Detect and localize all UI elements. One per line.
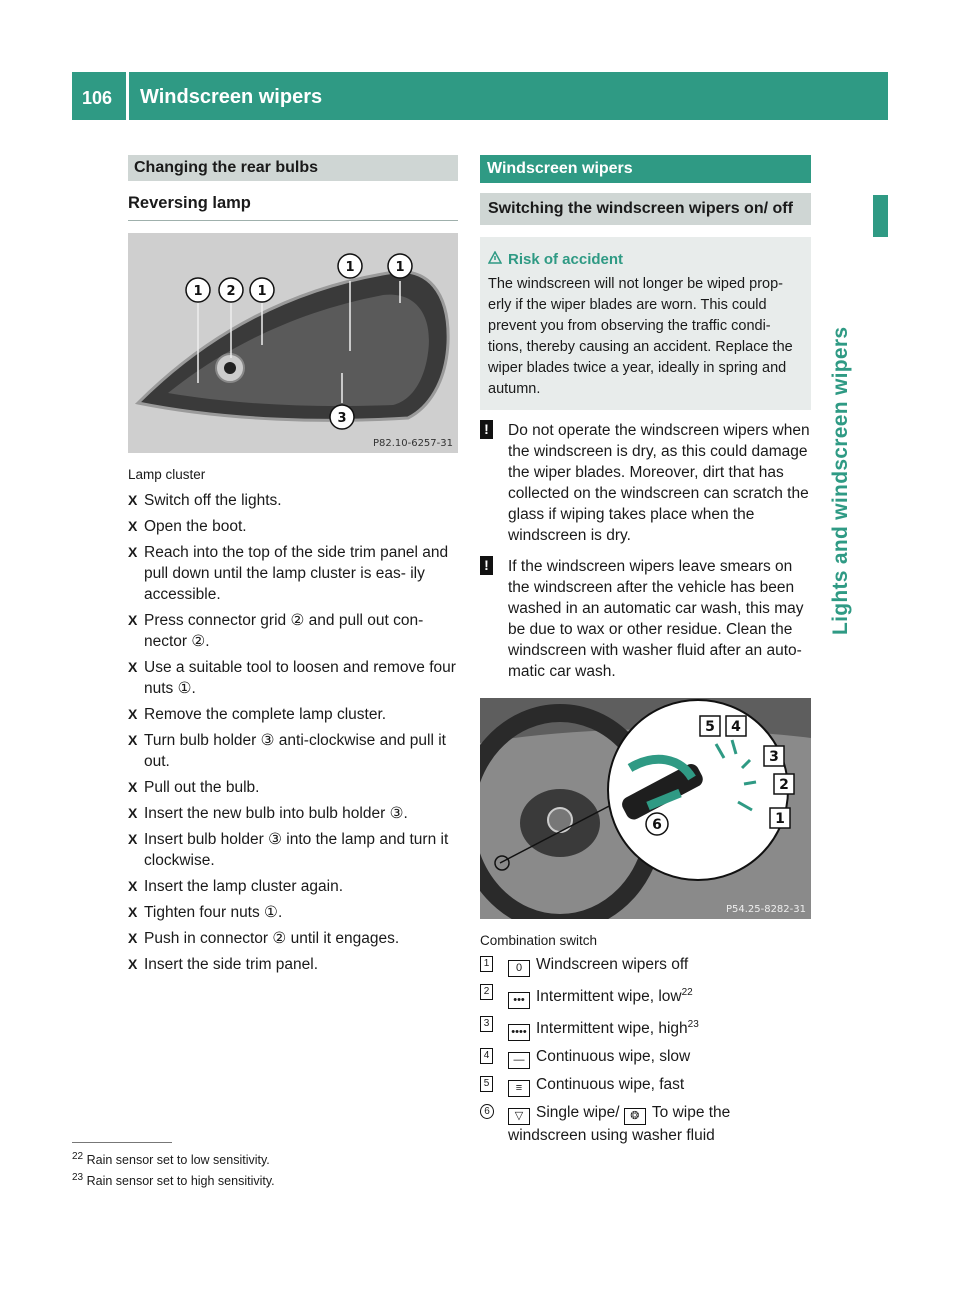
side-tab-marker: [873, 195, 888, 237]
legend-item: 1 0 Windscreen wipers off: [480, 954, 811, 977]
svg-text:1: 1: [775, 811, 785, 827]
svg-text:1: 1: [193, 284, 203, 299]
list-item: X Press connector grid ② and pull out con- nector ②.: [128, 612, 424, 650]
svg-text:6: 6: [652, 817, 662, 833]
section-heading-rear-bulbs: Changing the rear bulbs: [128, 155, 458, 181]
warning-title: Risk of accident: [508, 251, 624, 268]
list-item: X Reach into the top of the side trim panel and pull down until the lamp cluster is eas- ily accessible.: [128, 544, 449, 603]
list-item: X Insert the new bulb into bulb holder ③.: [128, 805, 408, 822]
continuous-fast-symbol-icon: ≡: [508, 1080, 530, 1097]
warning-text: The windscreen will not longer be wiped prop- erly if the wiper blades are worn. This could prevent you from observing the traffic condi- tions, thereby causing an accident. Replace the wiper blades twice a year, ideally in spring and autumn.: [488, 276, 793, 397]
list-item: X Use a suitable tool to loosen and remove four nuts ①.: [128, 659, 456, 697]
list-item: X Insert the lamp cluster again.: [128, 878, 344, 895]
lamp-cluster-caption: Lamp cluster: [128, 467, 206, 482]
legend-item: 4 — Continuous wipe, slow: [480, 1046, 811, 1069]
reversing-lamp-steps: [128, 490, 458, 975]
exclamation-icon: !: [480, 420, 493, 439]
legend-item: 6 ▽ Single wipe/ ❂ To wipe the windscreen using washer fluid: [480, 1102, 811, 1146]
svg-text:1: 1: [345, 260, 355, 275]
footnote-22: $^{22}$ Rain sensor set to low sensitivity.: [72, 1151, 270, 1168]
footnote-divider: [72, 1142, 172, 1143]
svg-text:2: 2: [779, 777, 789, 793]
left-column: [128, 155, 458, 980]
wiper-off-symbol-icon: 0: [508, 960, 530, 977]
warning-title-row: [488, 249, 803, 270]
list-item: X Switch off the lights.: [128, 492, 282, 509]
header-title: Windscreen wipers: [140, 86, 323, 108]
svg-text:1: 1: [395, 260, 405, 275]
exclamation-icon: !: [480, 556, 493, 575]
header-divider: [126, 72, 129, 120]
subsection-heading-switching-wipers: Switching the windscreen wipers on/ off: [480, 193, 811, 225]
washer-fluid-symbol-icon: ❂: [624, 1108, 646, 1125]
list-item: X Open the boot.: [128, 518, 247, 535]
chapter-side-label: Lights and windscreen wipers: [829, 326, 852, 635]
combination-switch-caption: Combination switch: [480, 933, 598, 948]
page-number: 106: [82, 88, 113, 108]
footnote-23: $^{23}$ Rain sensor set to high sensitivity.: [72, 1172, 275, 1189]
svg-text:4: 4: [731, 719, 741, 735]
intermittent-low-symbol-icon: •••: [508, 992, 530, 1009]
svg-text:5: 5: [705, 719, 715, 735]
list-item: X Tighten four nuts ①.: [128, 904, 283, 921]
lamp-cluster-illustration: [128, 233, 458, 453]
intermittent-high-symbol-icon: ••••: [508, 1024, 530, 1041]
legend-item: 3 •••• Intermittent wipe, high$^{23}$: [480, 1014, 811, 1041]
page-header: [72, 72, 888, 120]
subsection-heading-reversing-lamp: Reversing lamp: [128, 194, 458, 221]
photo-code: P54.25-8282-31: [725, 904, 806, 915]
list-item: X Insert the side trim panel.: [128, 956, 319, 973]
svg-text:2: 2: [226, 284, 236, 299]
photo-code: P82.10-6257-31: [372, 438, 453, 449]
combination-switch-photo: [480, 698, 811, 919]
section-heading-windscreen-wipers: Windscreen wipers: [480, 155, 811, 183]
svg-text:3: 3: [769, 749, 779, 765]
list-item: X Insert bulb holder ③ into the lamp and turn it clockwise.: [128, 831, 449, 869]
footnotes: [72, 1148, 275, 1190]
svg-text:3: 3: [337, 411, 347, 426]
legend-item: 2 ••• Intermittent wipe, low$^{22}$: [480, 982, 811, 1009]
note-dry-windscreen: ! Do not operate the windscreen wipers when the windscreen is dry, as this could damage the wiper blades. Moreover, dirt that has collected on the windscreen can scratch the glass if wiping takes place when the windscreen is dry.: [480, 420, 811, 546]
svg-text:1: 1: [257, 284, 267, 299]
warning-box: [480, 237, 811, 410]
legend-item: 5 ≡ Continuous wipe, fast: [480, 1074, 811, 1097]
lamp-cluster-photo: [128, 233, 458, 453]
switch-legend: [480, 954, 811, 1146]
warning-triangle-icon: [488, 249, 502, 270]
combination-switch-illustration: [480, 698, 811, 919]
continuous-slow-symbol-icon: —: [508, 1052, 530, 1069]
note-smears: ! If the windscreen wipers leave smears on the windscreen after the vehicle has been washed in an automatic car wash, this may be due to wax or other residue. Clean the windscreen with washer fluid after an auto- matic car wash.: [480, 556, 811, 682]
list-item: X Pull out the bulb.: [128, 779, 260, 796]
right-column: [480, 155, 811, 1151]
single-wipe-symbol-icon: ▽: [508, 1108, 530, 1125]
list-item: X Remove the complete lamp cluster.: [128, 706, 387, 723]
list-item: X Push in connector ② until it engages.: [128, 930, 400, 947]
list-item: X Turn bulb holder ③ anti-clockwise and pull it out.: [128, 732, 446, 770]
